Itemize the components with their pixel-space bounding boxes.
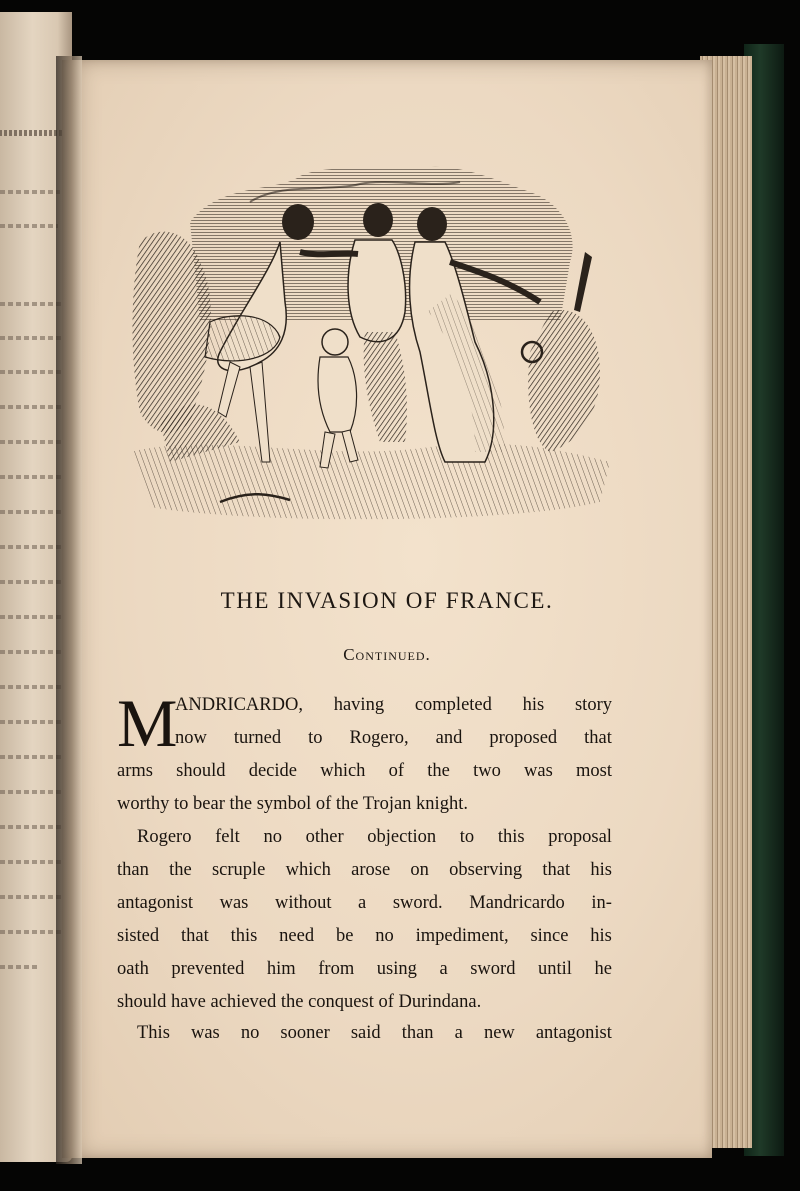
text-line: arms should decide which of the two was most <box>117 761 612 781</box>
paragraph-1 <box>117 685 612 821</box>
paragraph-2 <box>117 821 612 1019</box>
text-line: antagonist was without a sword. Mandricardo in- <box>117 893 612 913</box>
previous-page-running-head <box>0 130 64 136</box>
text-line: should have achieved the conquest of Durindana. <box>117 992 482 1012</box>
text-line: sisted that this need be no impediment, since his <box>117 926 612 946</box>
drop-cap: M <box>117 685 178 761</box>
chapter-subtitle: Continued. <box>343 645 431 664</box>
text-line: This was no sooner said than a new antagonist <box>137 1023 612 1043</box>
chapter-title: THE INVASION OF FRANCE. <box>220 588 554 613</box>
engraving-illustration <box>130 162 610 524</box>
paragraph-3 <box>117 1017 612 1050</box>
text-line: oath prevented him from using a sword until he <box>117 959 612 979</box>
text-line: worthy to bear the symbol of the Trojan knight. <box>117 794 468 814</box>
text-line: than the scruple which arose on observing that his <box>117 860 612 880</box>
text-line: now turned to Rogero, and proposed that <box>175 728 612 748</box>
text-line: ANDRICARDO, having completed his story <box>175 695 612 715</box>
text-line: Rogero felt no other objection to this proposal <box>137 827 612 847</box>
